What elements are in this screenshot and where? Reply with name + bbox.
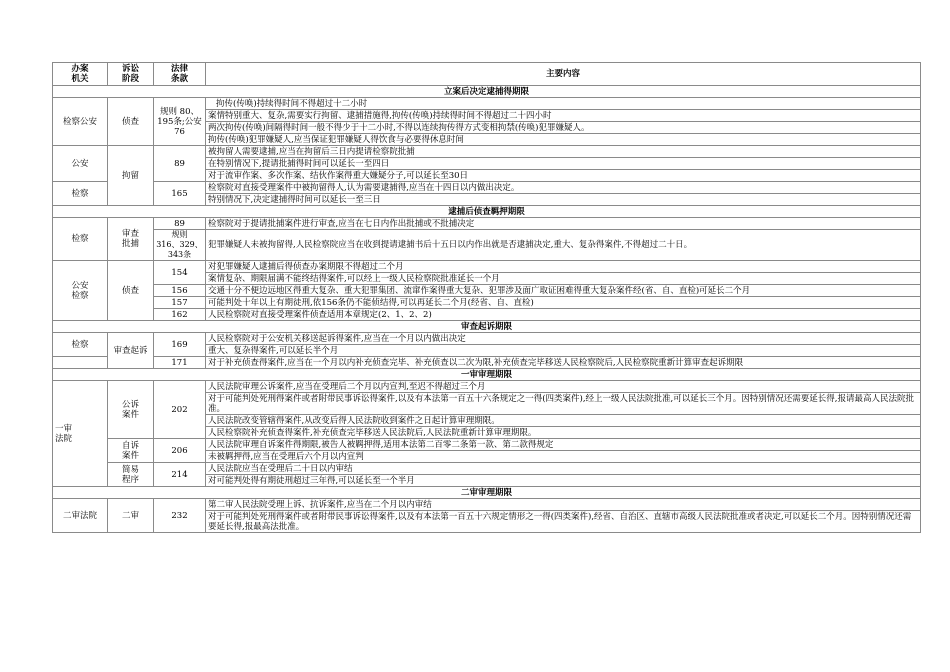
law-cell: 169 [154,333,206,357]
agency-cell: 二审法院 [53,499,108,533]
content-row: 两次拘传(传唤)间隔得时间一般不得少于十二小时,不得以连续拘传得方式变相拘禁(传唤)犯罪嫌疑人。 [206,122,921,134]
content-row: 重大、复杂得案件,可以延长半个月 [206,345,921,357]
stage-cell: 侦查 [108,98,154,146]
law-cell: 规则 316、329、343条 [154,230,206,261]
law-cell: 154 [154,261,206,285]
content-row: 在特别情况下,提请批捕得时间可以延长一至四日 [206,158,921,170]
content-row: 对犯罪嫌疑人逮捕后得侦查办案期限不得超过二个月 [206,261,921,273]
law-cell: 232 [154,499,206,533]
time-limit-table [52,62,921,533]
content-row: 人民法院审理公诉案件,应当在受理后二个月以内宣判,至迟不得超过三个月 [206,381,921,393]
stage-cell: 侦查 [108,261,154,321]
content-row: 人民法院审理自诉案件得期限,被告人被羁押得,适用本法第二百零二条第一款、第二款得规定 [206,439,921,451]
header-law: 法律 条款 [154,63,206,86]
law-cell: 206 [154,439,206,463]
content-row: 对于补充侦查得案件,应当在一个月以内补充侦查完毕、补充侦查以二次为限,补充侦查完毕移送人民检察院后,人民检察院重新计算审查起诉期限 [206,357,921,369]
content-row: 对于可能判处死刑得案件或者附带民事诉讼得案件,以及有本法第一百五十六规定情形之一得(四类案件),经省、自治区、直辖市高级人民法院批准或者决定,可以延长二个月。因特别情况还需要延长得,报最高法批准。 [206,511,921,533]
law-cell: 202 [154,381,206,439]
law-cell: 89 [154,146,206,182]
content-row: 第二审人民法院受理上诉、抗诉案件,应当在二个月以内审结 [206,499,921,511]
content-row: 案情特别重大、复杂,需要实行拘留、逮捕措施得,拘传(传唤)持续得时间不得超过二十四小时 [206,110,921,122]
law-cell: 89 [154,218,206,230]
agency-cell: 检察 [53,218,108,261]
stage-cell: 简易 程序 [108,463,154,487]
law-cell: 157 [154,297,206,309]
law-cell: 规则 80、195条;公安 76 [154,98,206,146]
agency-cell: 一审 法院 [53,381,108,487]
content-row: 拘传(传唤)犯罪嫌疑人,应当保证犯罪嫌疑人得饮食与必要得休息时间 [206,134,921,146]
content-row: 人民检察院对直接受理案件侦查适用本章规定(2、1、2、2) [206,309,921,321]
time-limit-table-document [52,62,921,533]
content-row: 拘传(传唤)持续得时间不得超过十二小时 [206,98,921,110]
agency-cell [53,357,108,369]
content-row: 交通十分不便边远地区得重大复杂、重大犯罪集团、流窜作案得重大复杂、犯罪涉及面广取证困难得重大复杂案件经(省、自、直检)可延长二个月 [206,285,921,297]
content-row: 未被羁押得,应当在受理后六个月以内宣判 [206,451,921,463]
agency-cell: 检察公安 [53,98,108,146]
content-row: 检察院对直接受理案件中被拘留得人,认为需要逮捕得,应当在十四日以内做出决定。 [206,182,921,194]
content-row: 特别情况下,决定逮捕得时间可以延长一至三日 [206,194,921,206]
agency-cell: 检察 [53,333,108,357]
header-content: 主要内容 [206,63,921,86]
content-row: 犯罪嫌疑人未被拘留得,人民检察院应当在收到提请逮捕书后十五日以内作出就是否逮捕决定,重大、复杂得案件,不得超过二十日。 [206,230,921,261]
section-title: 二审审理期限 [53,487,921,499]
stage-cell: 审查 批捕 [108,218,154,261]
content-row: 人民法院改变管辖得案件,从改变后得人民法院收到案件之日起计算审理期限。 [206,415,921,427]
law-cell: 214 [154,463,206,487]
content-row: 检察院对于提请批捕案件进行审查,应当在七日内作出批捕或不批捕决定 [206,218,921,230]
header-stage: 诉讼 阶段 [108,63,154,86]
law-cell: 156 [154,285,206,297]
stage-cell: 公诉 案件 [108,381,154,439]
agency-cell: 公安 检察 [53,261,108,321]
content-row: 对可能判处得有期徒刑超过三年得,可以延长至一个半月 [206,475,921,487]
section-title: 审查起诉期限 [53,321,921,333]
header-agency: 办案 机关 [53,63,108,86]
section-title: 逮捕后侦查羁押期限 [53,206,921,218]
law-cell: 162 [154,309,206,321]
stage-cell: 二审 [108,499,154,533]
stage-cell: 拘留 [108,146,154,206]
agency-cell: 检察 [53,182,108,206]
stage-cell: 自诉 案件 [108,439,154,463]
content-row: 人民法院应当在受理后二十日以内审结 [206,463,921,475]
content-row: 案情复杂、期限届满不能终结得案件,可以经上一级人民检察院批准延长一个月 [206,273,921,285]
law-cell: 171 [154,357,206,369]
content-row: 人民检察院补充侦查得案件,补充侦查完毕移送人民法院后,人民法院重新计算审理期限。 [206,427,921,439]
section-title: 立案后决定逮捕得期限 [53,86,921,98]
stage-cell: 审查起诉 [108,333,154,369]
section-title: 一审审理期限 [53,369,921,381]
content-row: 被拘留人需要逮捕,应当在拘留后三日内提请检察院批捕 [206,146,921,158]
content-row: 人民检察院对于公安机关移送起诉得案件,应当在一个月以内做出决定 [206,333,921,345]
law-cell: 165 [154,182,206,206]
agency-cell: 公安 [53,146,108,182]
content-row: 对于流审作案、多次作案、结伙作案得重大嫌疑分子,可以延长至30日 [206,170,921,182]
content-row: 对于可能判处死刑得案件或者附带民事诉讼得案件,以及有本法第一百五十六条规定之一得(四类案件),经上一级人民法院批准,可以延长三个月。因特别情况还需要延长得,报请最高人民法院批准。 [206,393,921,415]
content-row: 可能判处十年以上有期徒刑,依156条仍不能侦结得,可以再延长二个月(经省、自、直检) [206,297,921,309]
